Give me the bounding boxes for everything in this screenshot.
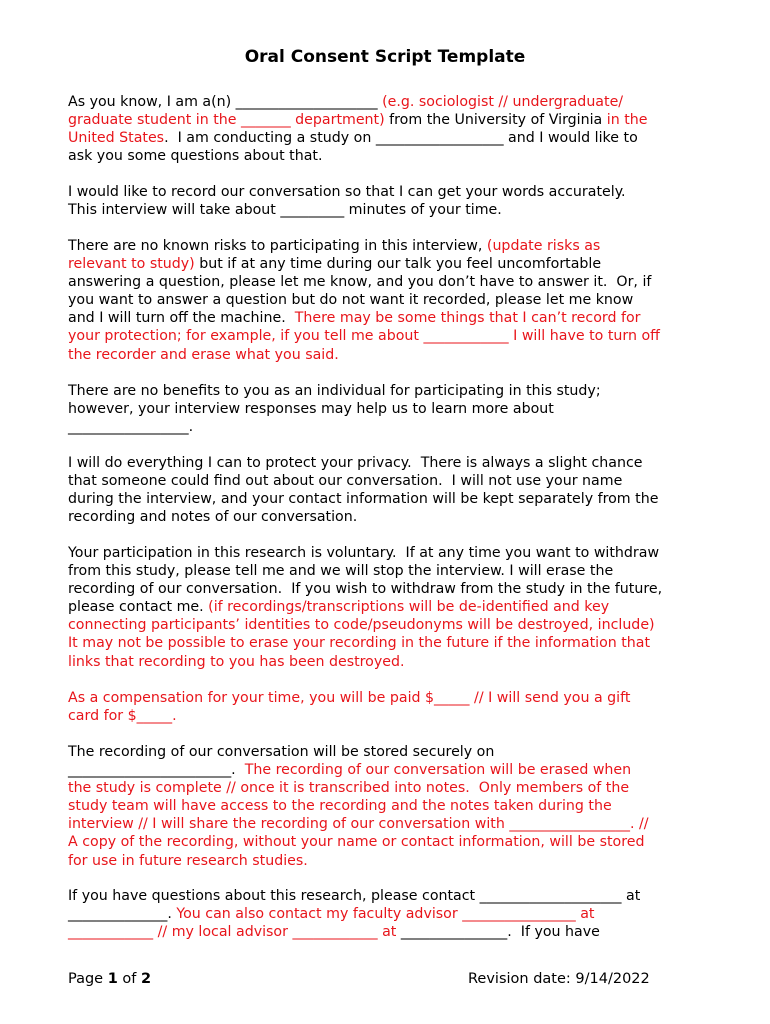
page-total: 2 [141,971,152,987]
body-text: but if at any time during our talk you feel uncomfortable [194,256,602,273]
text-line [68,544,718,562]
body-text: Your participation in this research is voluntary. If at any time you want to withdraw [68,545,660,561]
text-line [68,472,718,490]
editable-placeholder-text: It may not be possible to erase your recording in the future if the information that [68,635,651,652]
revision-date: Revision date: 9/14/2022 [468,971,650,987]
editable-placeholder-text: for use in future research studies. [68,852,308,869]
editable-placeholder-text: your protection; for example, if you tell me about ____________ I will have to turn off [68,328,660,345]
paragraph-7 [68,689,718,725]
text-line [68,743,718,761]
text-line [68,201,718,219]
text-line [68,852,718,870]
text-line [68,111,718,129]
body-text: This interview will take about _________ minutes of your time. [68,202,502,219]
text-line [68,346,718,364]
editable-placeholder-text: graduate student in the _______ department) [68,112,385,129]
editable-placeholder-text: A copy of the recording, without your name or contact information, will be stored [68,834,645,851]
text-line [68,454,718,472]
editable-placeholder-text: You can also contact my faculty advisor ________________ at [176,906,595,923]
text-line [68,400,718,418]
editable-placeholder-text: As a compensation for your time, you will be paid $_____ // I will send you a gift [68,690,631,706]
body-text: . I am conducting a study on __________________ and I would like to [164,130,638,147]
body-text: I would like to record our conversation so that I can get your words accurately. [68,184,626,200]
body-text: _______________. If you have [396,924,600,941]
body-text: _______________________. [68,762,245,779]
editable-placeholder-text: study team will have access to the recording and the notes taken during the [68,798,612,815]
body-text: If you have questions about this research, please contact ____________________ at [68,888,641,904]
text-line [68,508,718,526]
text-line [68,707,718,725]
editable-placeholder-text: the recorder and erase what you said. [68,346,339,363]
text-line [68,382,718,400]
text-line [68,634,718,652]
text-line [68,273,718,291]
paragraph-2 [68,183,718,219]
editable-placeholder-text: relevant to study) [68,256,195,273]
paragraph-8 [68,743,718,870]
page-number [68,969,151,989]
editable-placeholder-text: (if recordings/transcriptions will be de-identified and key [208,599,610,616]
text-line [68,887,718,905]
editable-placeholder-text: card for $_____. [68,708,177,725]
text-line [68,815,718,833]
paragraph-1 [68,93,718,165]
text-line [68,418,718,436]
editable-placeholder-text: the study is complete // once it is transcribed into notes. Only members of the [68,780,630,797]
text-line [68,93,718,111]
editable-placeholder-text: (update risks as [486,238,601,254]
body-text: from the University of Virginia [384,112,607,129]
document-title: Oral Consent Script Template [244,47,526,67]
editable-placeholder-text: (e.g. sociologist // undergraduate/ [382,94,624,110]
text-line [68,797,718,815]
body-text: however, your interview responses may help us to learn more about [68,401,554,418]
body-text: from this study, please tell me and we will stop the interview. I will erase the [68,563,614,580]
body-text: ask you some questions about that. [68,148,323,165]
text-line [68,923,718,941]
body-text: you want to answer a question but do not want it recorded, please let me know [68,292,634,309]
text-line [68,905,718,923]
text-line [68,490,718,508]
editable-placeholder-text: interview // I will share the recording of our conversation with _________________. // [68,816,649,833]
text-line [68,183,718,201]
body-text: There are no benefits to you as an individual for participating in this study; [68,383,601,399]
body-text: ______________. [68,906,177,923]
text-line [68,147,718,165]
body-text: I will do everything I can to protect your privacy. There is always a slight chance [68,455,643,471]
body-text: As you know, I am a(n) ____________________ [68,94,383,110]
text-line [68,653,718,671]
body-text: and I will turn off the machine. [68,310,295,327]
editable-placeholder-text: ____________ // my local advisor ____________ at [68,924,397,941]
body-text: that someone could find out about our conversation. I will not use your name [68,473,623,490]
page-label: Page [68,971,108,987]
body-text: recording of our conversation. If you wish to withdraw from the study in the future, [68,581,663,598]
text-line [68,255,718,273]
editable-placeholder-text: links that recording to you has been destroyed. [68,653,405,670]
text-line [68,129,718,147]
text-line [68,580,718,598]
text-line [68,779,718,797]
text-line [68,291,718,309]
body-text: during the interview, and your contact information will be kept separately from the [68,491,659,508]
text-line [68,616,718,634]
body-text: The recording of our conversation will be stored securely on [68,744,495,760]
text-line [68,689,718,707]
editable-placeholder-text: There may be some things that I can’t record for [294,310,641,327]
text-line [68,327,718,345]
body-text: There are no known risks to participating in this interview, [68,238,487,254]
text-line [68,309,718,327]
paragraph-5 [68,454,718,526]
editable-placeholder-text: The recording of our conversation will be erased when [244,762,632,779]
body-text: answering a question, please let me know, and you don’t have to answer it. Or, if [68,274,652,291]
text-line [68,598,718,616]
page-of-label: of [117,971,142,987]
text-line [68,761,718,779]
page-current: 1 [107,971,118,987]
paragraph-6 [68,544,718,671]
editable-placeholder-text: United States [68,130,165,147]
text-line [68,237,718,255]
body-text: please contact me. [68,599,209,616]
body-text: _________________. [68,419,194,436]
paragraph-4 [68,382,718,436]
editable-placeholder-text: connecting participants’ identities to code/pseudonyms will be destroyed, include) [68,617,655,634]
body-text: recording and notes of our conversation. [68,509,358,526]
text-line [68,833,718,851]
paragraph-3 [68,237,718,364]
text-line [68,562,718,580]
paragraph-9 [68,887,718,941]
editable-placeholder-text: in the [606,112,648,129]
